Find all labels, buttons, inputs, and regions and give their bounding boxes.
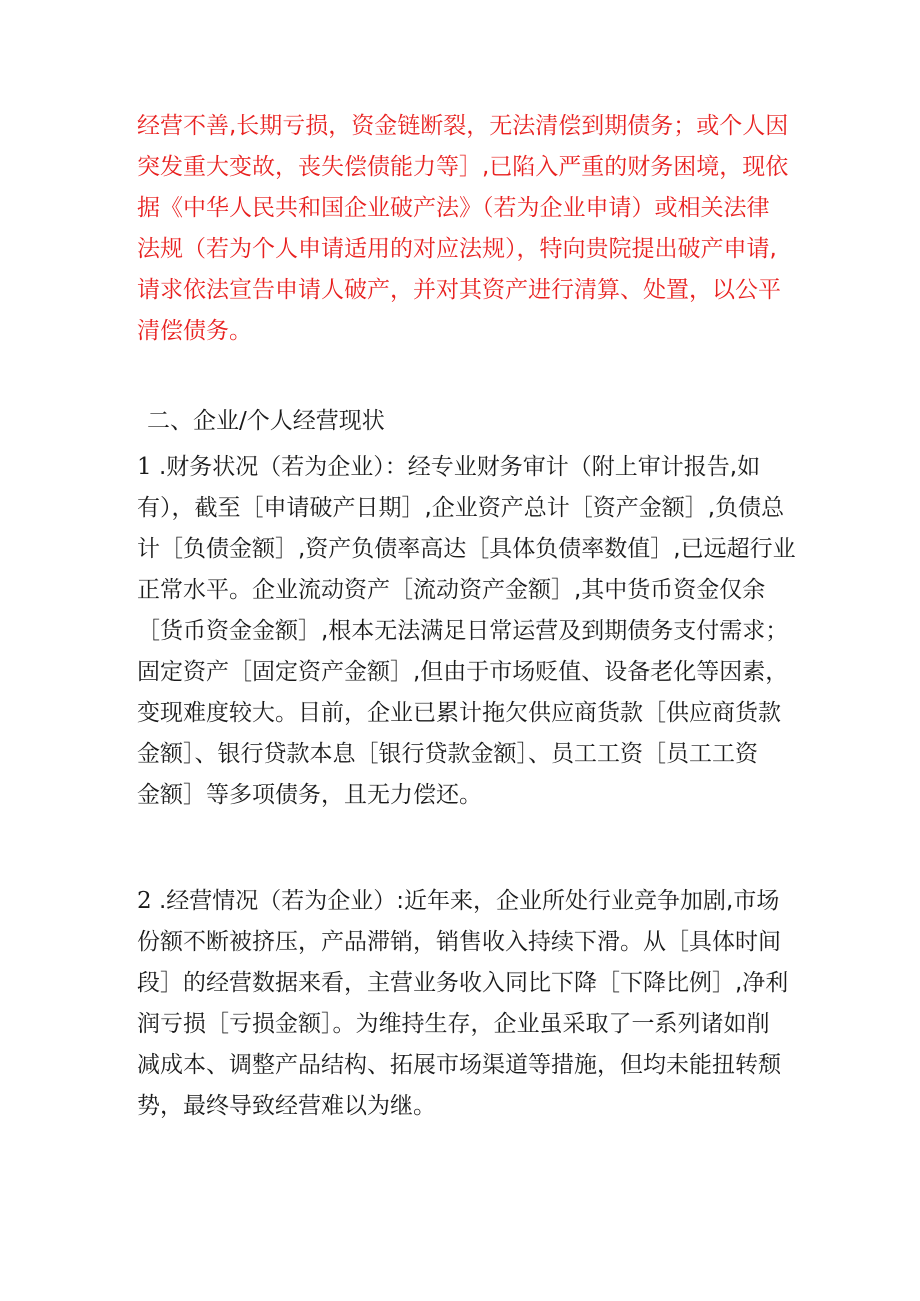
item1-first-line [137,447,797,488]
item1-line: 计［负债金额］,资产负债率高达［具体负债率数值］,已远超行业 [137,536,796,562]
financial-status-paragraph [137,447,797,816]
item2-line: 段］的经营数据来看，主营业务收入同比下降［下降比例］,净利 [137,970,789,996]
item2-line: 润亏损［亏损金额］。为维持生存，企业虽采取了一系列诸如削 [137,1011,770,1037]
item2-line: 减成本、调整产品结构、拓展市场渠道等措施，但均未能扭转颓 [137,1052,781,1078]
item2-first-line [137,881,797,922]
section-heading: 二、企业/个人经营现状 [147,408,385,434]
intro-paragraph [137,106,797,352]
item1-line: 正常水平。企业流动资产［流动资产金额］,其中货币资金仅余 [137,577,766,603]
item1-line: 金额］等多项债务，且无力偿还。 [137,782,482,808]
item2-line: 份额不断被挤压，产品滞销，销售收入持续下滑。从［具体时间 [137,929,781,955]
intro-line: 请求依法宣告申请人破产，并对其资产进行清算、处置，以公平 [137,277,781,303]
intro-line: 经营不善,长期亏损，资金链断裂，无法清偿到期债务；或个人因 [137,113,789,139]
item1-line: .财务状况（若为企业）：经专业财务审计（附上审计报告,如 [151,454,761,480]
item1-line: 有），截至［申请破产日期］,企业资产总计［资产金额］,负债总 [137,495,785,521]
item1-line: 金额］、银行贷款本息［银行贷款金额］、员工工资［员工工资 [137,741,758,767]
item1-line: 变现难度较大。目前，企业已累计拖欠供应商货款［供应商货款 [137,700,781,726]
item2-line: 势，最终导致经营难以为继。 [137,1093,436,1119]
item1-number: 1 [137,454,152,480]
intro-line: 清偿债务。 [137,318,252,344]
intro-line: 法规（若为个人申请适用的对应法规），特向贵院提出破产申请, [137,236,777,262]
item2-number: 2 [137,888,152,914]
item2-line: .经营情况（若为企业）:近年来，企业所处行业竞争加剧,市场 [151,888,780,914]
intro-line: 据《中华人民共和国企业破产法》（若为企业申请）或相关法律 [137,195,770,221]
item1-line: ［货币资金金额］,根本无法满足日常运营及到期债务支付需求； [137,618,789,644]
intro-line: 突发重大变故，丧失偿债能力等］,已陷入严重的财务困境，现依 [137,154,789,180]
item1-line: 固定资产［固定资产金额］,但由于市场贬值、设备老化等因素， [137,659,789,685]
operating-status-paragraph [137,881,797,1127]
